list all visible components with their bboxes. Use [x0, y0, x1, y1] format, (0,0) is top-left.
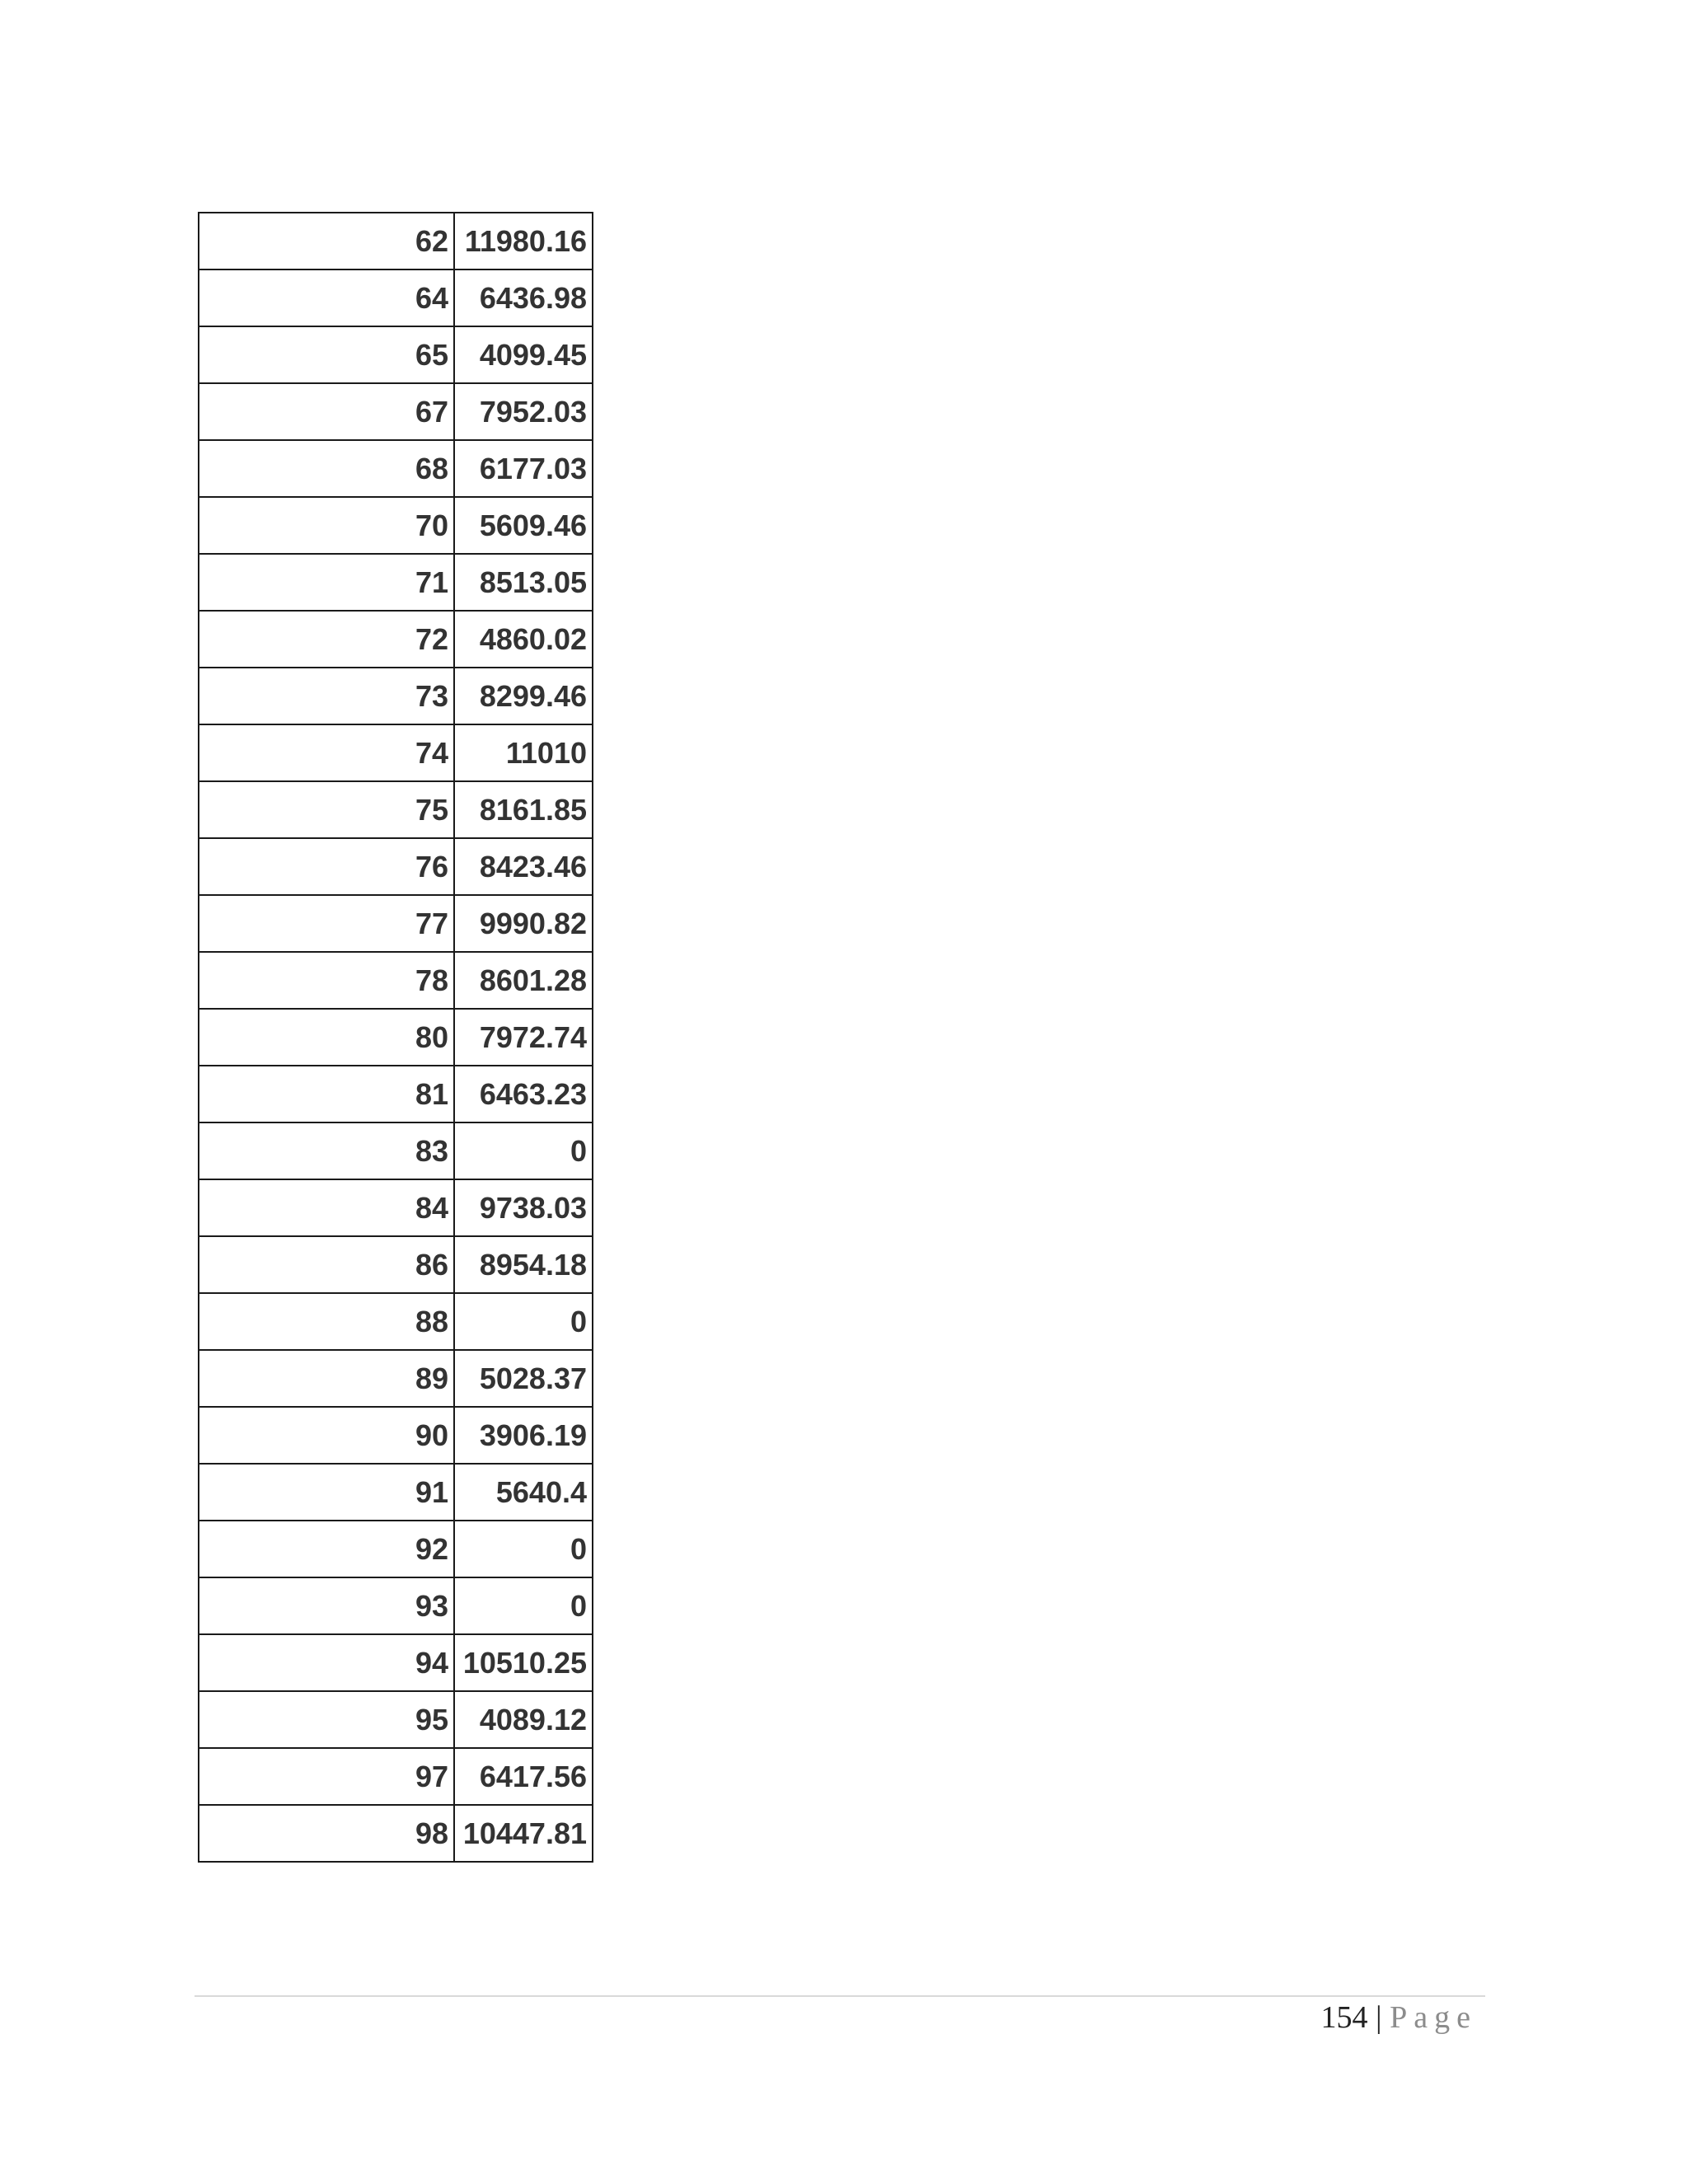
table-row	[199, 1179, 593, 1236]
table-cell-id: 75	[199, 781, 454, 838]
table-row	[199, 1691, 593, 1748]
table-cell-id: 95	[199, 1691, 454, 1748]
table-cell-value: 8161.85	[454, 781, 593, 838]
table-row	[199, 1407, 593, 1464]
table-cell-value: 5028.37	[454, 1350, 593, 1407]
table-cell-id: 98	[199, 1805, 454, 1862]
table-row	[199, 1521, 593, 1577]
data-table-body	[199, 213, 593, 1862]
table-cell-id: 70	[199, 497, 454, 554]
table-row	[199, 1577, 593, 1634]
page-footer	[1321, 1999, 1477, 2036]
table-row	[199, 1805, 593, 1862]
page-separator: |	[1376, 2000, 1382, 2035]
table-cell-value: 8513.05	[454, 554, 593, 611]
data-table	[198, 212, 593, 1863]
page-label: Page	[1390, 2000, 1477, 2035]
table-cell-id: 67	[199, 383, 454, 440]
table-row	[199, 611, 593, 668]
table-cell-id: 78	[199, 952, 454, 1009]
table-row	[199, 1122, 593, 1179]
table-cell-value: 8299.46	[454, 668, 593, 724]
table-cell-id: 68	[199, 440, 454, 497]
table-cell-value: 5609.46	[454, 497, 593, 554]
table-cell-value: 6177.03	[454, 440, 593, 497]
table-cell-id: 83	[199, 1122, 454, 1179]
table-row	[199, 1009, 593, 1066]
table-row	[199, 1748, 593, 1805]
table-cell-value: 4089.12	[454, 1691, 593, 1748]
table-row	[199, 781, 593, 838]
table-row	[199, 1350, 593, 1407]
table-cell-id: 64	[199, 269, 454, 326]
table-cell-id: 62	[199, 213, 454, 269]
table-cell-id: 92	[199, 1521, 454, 1577]
page-number: 154	[1320, 2000, 1368, 2035]
table-cell-id: 88	[199, 1293, 454, 1350]
table-cell-id: 81	[199, 1066, 454, 1122]
table-cell-value: 0	[454, 1293, 593, 1350]
table-row	[199, 440, 593, 497]
table-cell-value: 10447.81	[454, 1805, 593, 1862]
table-row	[199, 269, 593, 326]
table-row	[199, 838, 593, 895]
table-cell-value: 6417.56	[454, 1748, 593, 1805]
table-cell-value: 7952.03	[454, 383, 593, 440]
table-cell-value: 11980.16	[454, 213, 593, 269]
table-row	[199, 213, 593, 269]
table-cell-value: 4860.02	[454, 611, 593, 668]
footer-divider	[195, 1995, 1485, 1997]
table-cell-id: 90	[199, 1407, 454, 1464]
table-cell-value: 5640.4	[454, 1464, 593, 1521]
table-row	[199, 1066, 593, 1122]
table-cell-value: 0	[454, 1122, 593, 1179]
table-cell-value: 4099.45	[454, 326, 593, 383]
table-row	[199, 554, 593, 611]
table-row	[199, 1634, 593, 1691]
table-cell-id: 72	[199, 611, 454, 668]
table-cell-value: 8423.46	[454, 838, 593, 895]
table-cell-id: 71	[199, 554, 454, 611]
table-row	[199, 895, 593, 952]
table-cell-id: 77	[199, 895, 454, 952]
table-cell-value: 9990.82	[454, 895, 593, 952]
table-cell-value: 8601.28	[454, 952, 593, 1009]
table-row	[199, 724, 593, 781]
table-row	[199, 383, 593, 440]
table-cell-id: 89	[199, 1350, 454, 1407]
table-cell-value: 7972.74	[454, 1009, 593, 1066]
table-cell-value: 8954.18	[454, 1236, 593, 1293]
table-row	[199, 1464, 593, 1521]
table-cell-id: 73	[199, 668, 454, 724]
table-cell-id: 80	[199, 1009, 454, 1066]
table-cell-id: 91	[199, 1464, 454, 1521]
table-cell-id: 94	[199, 1634, 454, 1691]
table-cell-value: 10510.25	[454, 1634, 593, 1691]
table-row	[199, 326, 593, 383]
table-cell-id: 97	[199, 1748, 454, 1805]
table-cell-id: 84	[199, 1179, 454, 1236]
table-cell-id: 74	[199, 724, 454, 781]
table-row	[199, 668, 593, 724]
table-row	[199, 952, 593, 1009]
table-cell-id: 65	[199, 326, 454, 383]
table-cell-value: 9738.03	[454, 1179, 593, 1236]
table-cell-value: 0	[454, 1577, 593, 1634]
table-row	[199, 1236, 593, 1293]
table-cell-value: 3906.19	[454, 1407, 593, 1464]
table-cell-id: 86	[199, 1236, 454, 1293]
table-cell-value: 6463.23	[454, 1066, 593, 1122]
table-cell-value: 11010	[454, 724, 593, 781]
table-cell-id: 76	[199, 838, 454, 895]
table-cell-value: 6436.98	[454, 269, 593, 326]
table-cell-value: 0	[454, 1521, 593, 1577]
table-row	[199, 497, 593, 554]
table-cell-id: 93	[199, 1577, 454, 1634]
table-row	[199, 1293, 593, 1350]
